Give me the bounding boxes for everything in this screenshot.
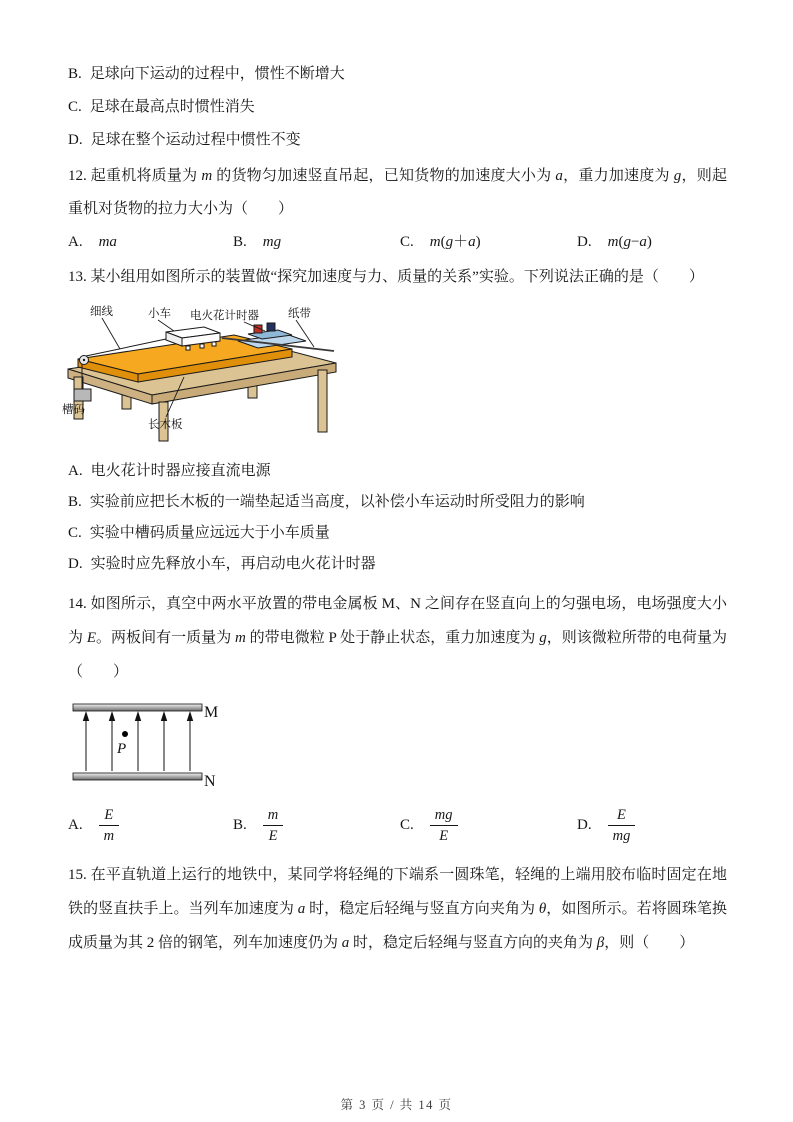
timer-knob-dark [267, 323, 275, 331]
cart-foot [200, 344, 204, 348]
question-15-stem: 15. 在平直轨道上运行的地铁中，某同学将轻绳的下端系一圆珠笔，轻绳的上端用胶布临时固定在地铁的竖直扶手上。当列车加速度为 a 时，稳定后轻绳与竖直方向夹角为 θ，如图所示。若将圆珠笔换成质量为其 2 倍的钢笔，列车加速度仍为 a 时，稳定后轻绳与竖直方向的夹角为 β，则（ ） [68, 867, 727, 952]
option-fraction: $\frac{mg}{E}$ [430, 806, 458, 845]
page-footer [0, 1095, 793, 1113]
particle-dot [122, 731, 128, 737]
question-13-options [68, 456, 727, 580]
q12-option-b [233, 226, 400, 259]
question-14-stem: 14. 如图所示，真空中两水平放置的带电金属板 M、N 之间存在竖直向上的匀强电场，电场强度大小为 E。两板间有一质量为 m 的带电微粒 P 处于静止状态，重力加速度为 g，则该微粒所带的电荷量为（ ） [68, 596, 727, 680]
weight-label: 槽码 [62, 404, 85, 416]
q12-option-a [68, 226, 233, 259]
q14-option-b [233, 806, 400, 845]
q14-option-a [68, 806, 233, 845]
experiment-apparatus-diagram [62, 303, 342, 443]
cart-label: 小车 [148, 308, 171, 320]
option-label: D. [68, 556, 83, 572]
option-label: C. [400, 817, 414, 834]
option-fraction: $\frac{m}{E}$ [263, 806, 283, 845]
cart-foot [212, 342, 216, 346]
field-arrows [83, 711, 193, 771]
tape-label: 纸带 [288, 308, 311, 320]
particle-label: P [117, 741, 127, 757]
question-14-figure [70, 696, 727, 797]
plate-n [73, 773, 202, 780]
option-label: A. [68, 234, 83, 250]
option-label: C. [68, 525, 82, 541]
table-leg [318, 370, 327, 432]
question-13-figure [62, 303, 727, 448]
option-fraction: $\frac{E}{mg}$ [608, 806, 636, 845]
option-label: C. [400, 234, 414, 250]
option-formula: mg [262, 234, 282, 250]
plate-m [73, 704, 202, 711]
leader-line [102, 318, 120, 349]
option-label: D. [577, 817, 592, 834]
option-label: A. [68, 817, 83, 834]
option-formula: ma [98, 234, 117, 250]
cart-foot [186, 346, 190, 350]
page-content [62, 58, 727, 960]
q11-option-b [68, 58, 727, 91]
question-11-options [68, 58, 727, 157]
option-text: 实验时应先释放小车，再启动电火花计时器 [90, 556, 376, 572]
q14-option-d [577, 806, 727, 845]
q11-option-c [68, 91, 727, 124]
timer-label: 电火花计时器 [190, 310, 259, 322]
option-label: C. [68, 99, 82, 115]
string-label: 细线 [90, 306, 113, 318]
option-text: 实验前应把长木板的一端垫起适当高度，以补偿小车运动时所受阻力的影响 [89, 494, 585, 510]
capacitor-field-diagram [70, 696, 222, 792]
board-label: 长木板 [148, 419, 183, 431]
option-text: 实验中槽码质量应远远大于小车质量 [89, 525, 330, 541]
option-formula: m(g−a) [607, 234, 652, 250]
question-14-options [68, 806, 727, 845]
option-text: 足球在最高点时惯性消失 [89, 99, 255, 115]
q11-option-d [68, 124, 727, 157]
q14-option-c [400, 806, 577, 845]
option-label: B. [68, 66, 82, 82]
option-label: B. [233, 234, 247, 250]
option-text: 电火花计时器应接直流电源 [90, 463, 271, 479]
plate-m-label: M [204, 704, 219, 721]
option-formula: m(g＋a) [429, 234, 481, 250]
plate-n-label: N [204, 773, 216, 790]
page-number-text: 第 3 页 / 共 14 页 [340, 1098, 453, 1112]
question-12-options [68, 226, 727, 259]
option-label: D. [577, 234, 592, 250]
leader-line [158, 320, 174, 331]
q13-option-a [68, 456, 727, 487]
option-text: 足球向下运动的过程中，惯性不断增大 [89, 66, 345, 82]
option-fraction: $\frac{E}{m}$ [99, 806, 119, 845]
question-12-stem: 12. 起重机将质量为 m 的货物匀加速竖直吊起，已知货物的加速度大小为 a，重力加速度为 g，则起重机对货物的拉力大小为（ ） [68, 168, 727, 217]
slotted-weight [74, 389, 91, 401]
option-label: B. [233, 817, 247, 834]
q12-option-d [577, 226, 727, 259]
option-label: A. [68, 463, 83, 479]
pulley-axle [83, 359, 85, 361]
option-text: 足球在整个运动过程中惯性不变 [90, 132, 301, 148]
leader-line [296, 320, 314, 347]
q13-option-d [68, 549, 727, 580]
option-label: D. [68, 132, 83, 148]
option-label: B. [68, 494, 82, 510]
q13-option-b [68, 487, 727, 518]
question-13-stem: 13. 某小组用如图所示的装置做“探究加速度与力、质量的关系”实验。下列说法正确的是（ ） [68, 269, 704, 285]
q12-option-c [400, 226, 577, 259]
q13-option-c [68, 518, 727, 549]
